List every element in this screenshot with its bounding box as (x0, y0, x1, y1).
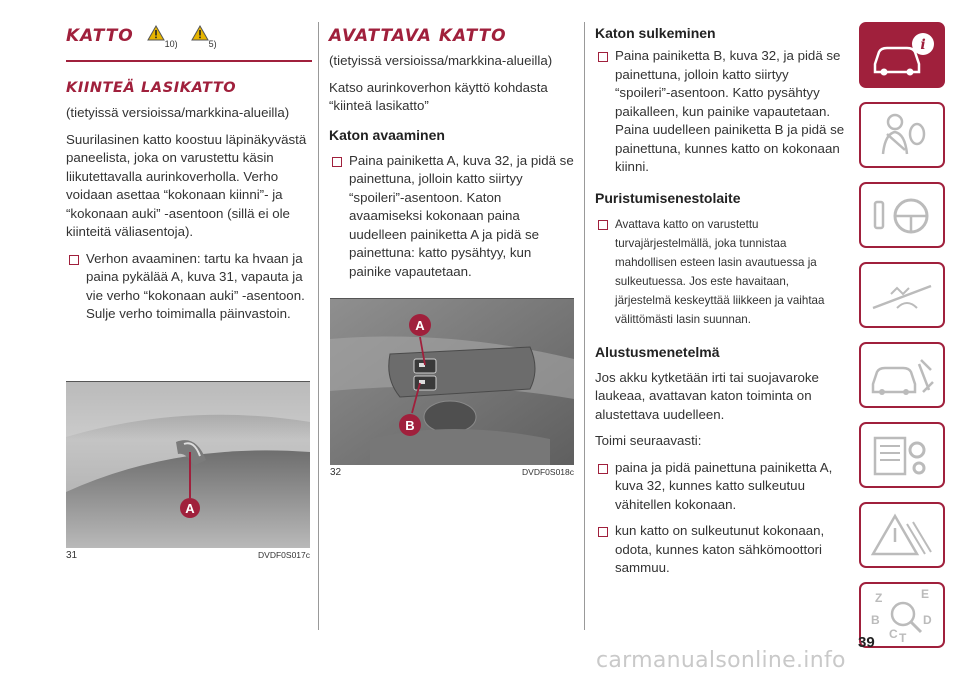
warning-triangle-icon (147, 24, 165, 48)
body-paragraph: Suurilasinen katto koostuu läpinäkyvästä paneelista, joka on varustettu käsin liikutettavalla aurinkoverholla. Verho voidaan asettaa “kokonaan kiinni”- ja “kokonaan auki” -asentoon (sillä ei ole kiinteitä väliasentoja). (66, 131, 307, 239)
index-letter: T (899, 631, 907, 645)
section-title-text: KATTO (66, 26, 134, 46)
figure-label-a: A (185, 501, 195, 516)
section-title: AVATTAVA KATTO (329, 26, 507, 46)
tab-technical-data[interactable] (859, 502, 945, 568)
car-wrench-icon (861, 344, 943, 406)
bullet-item: Paina painiketta A, kuva 32, ja pidä se painettuna, jolloin katto siirtyy “spoileri”-asentoon. Katon avaamiseksi kokonaan paina uudelleen painiketta A ja pidä se painettuna: katto pysähtyy, kun painike vapautetaan. (329, 152, 575, 282)
steering-wheel-icon (861, 184, 943, 246)
heading-pinch: Puristumisenestolaite (595, 189, 741, 206)
index-letter: C (889, 627, 898, 641)
heading-close: Katon sulkeminen (595, 25, 716, 41)
body-paragraph: Katso aurinkoverhon käyttö kohdasta “kiinteä lasikatto” (329, 79, 548, 113)
figure-caption (330, 467, 574, 478)
availability-note: (tietyissä versioissa/markkina-alueilla) (66, 105, 290, 120)
bullet-item: Paina painiketta B, kuva 32, ja pidä se painettuna, jolloin katto siirtyy “spoileri”-asentoon. Katto pysähtyy paikalleen, kun painike vapautetaan. Paina uudelleen painiketta B ja pidä se painettuna, kunnes katto on kokonaan kiinni. (595, 47, 845, 177)
subsection-title: KIINTEÄ LASIKATTO (66, 80, 237, 96)
column-divider (584, 22, 585, 630)
document-gear-icon (861, 424, 943, 486)
bullet-item: Verhon avaaminen: tartu ka hvaan ja paina pykälää A, kuva 31, vapauta ja vie verho “kokonaan auki” -asentoon. Sulje verho toimimalla päinvastoin. (66, 250, 312, 324)
seatbelt-airbag-icon (861, 104, 943, 166)
bullet-item: Avattava katto on varustettu turvajärjestelmällä, joka tunnistaa mahdollisen esteen lasin avautuessa ja sulkeutuessa. Jos este havaitaan, järjestelmä keskeyttää liikkeen ja vaihtaa välittömästi lasin suunnan. (595, 215, 845, 329)
index-letter: D (923, 613, 932, 627)
warning-lights-icon (861, 264, 943, 326)
page-number: 39 (858, 634, 875, 651)
index-letter: Z (875, 591, 883, 605)
column-divider (318, 22, 319, 630)
warning-triangle-icon (191, 24, 209, 48)
column-left (66, 24, 312, 324)
availability-note: (tietyissä versioissa/markkina-alueilla) (329, 53, 553, 68)
figure-code: DVDF0S017c (258, 550, 310, 560)
figure-label-b: B (405, 418, 415, 433)
svg-text:i: i (920, 37, 926, 53)
figure-caption (66, 550, 310, 561)
section-title (66, 24, 312, 56)
warning-ref-2: 5) (208, 39, 217, 49)
bullet-item: kun katto on sulkeutunut kokonaan, odota, kunnes katon sähkömoottori sammuu. (595, 522, 845, 578)
bullet-item: paina ja pidä painettuna painiketta A, kuva 32, kunnes katto sulkeutuu vähitellen kokonaan. (595, 459, 845, 515)
car-info-icon (861, 24, 943, 86)
body-paragraph: Jos akku kytketään irti tai suojavaroke laukeaa, avattavan katon toiminta on alustettava uudelleen. (595, 369, 819, 422)
warning-road-icon (861, 504, 943, 566)
column-right (595, 24, 845, 578)
tab-safety[interactable] (859, 102, 945, 168)
figure-code: DVDF0S018c (522, 467, 574, 477)
heading-init: Alustusmenetelmä (595, 343, 720, 360)
column-middle (329, 24, 575, 281)
figure-number: 31 (66, 550, 78, 561)
figure-32 (330, 298, 574, 478)
tab-emergency[interactable] (859, 342, 945, 408)
figure-label-a: A (415, 318, 425, 333)
heading-open: Katon avaaminen (329, 126, 445, 143)
figure-32-image (330, 299, 574, 465)
figure-31-image (66, 382, 310, 548)
figure-31 (66, 381, 310, 561)
tab-car-info[interactable] (859, 22, 945, 88)
body-paragraph: Toimi seuraavasti: (595, 433, 702, 448)
tab-maintenance[interactable] (859, 422, 945, 488)
index-letter: E (921, 587, 930, 601)
watermark: carmanualsonline.info (596, 648, 846, 673)
tab-warning-lights[interactable] (859, 262, 945, 328)
title-rule (66, 60, 312, 62)
index-letter: B (871, 613, 880, 627)
figure-number: 32 (330, 467, 342, 478)
warning-ref-1: 10) (164, 39, 178, 49)
tab-starting-driving[interactable] (859, 182, 945, 248)
